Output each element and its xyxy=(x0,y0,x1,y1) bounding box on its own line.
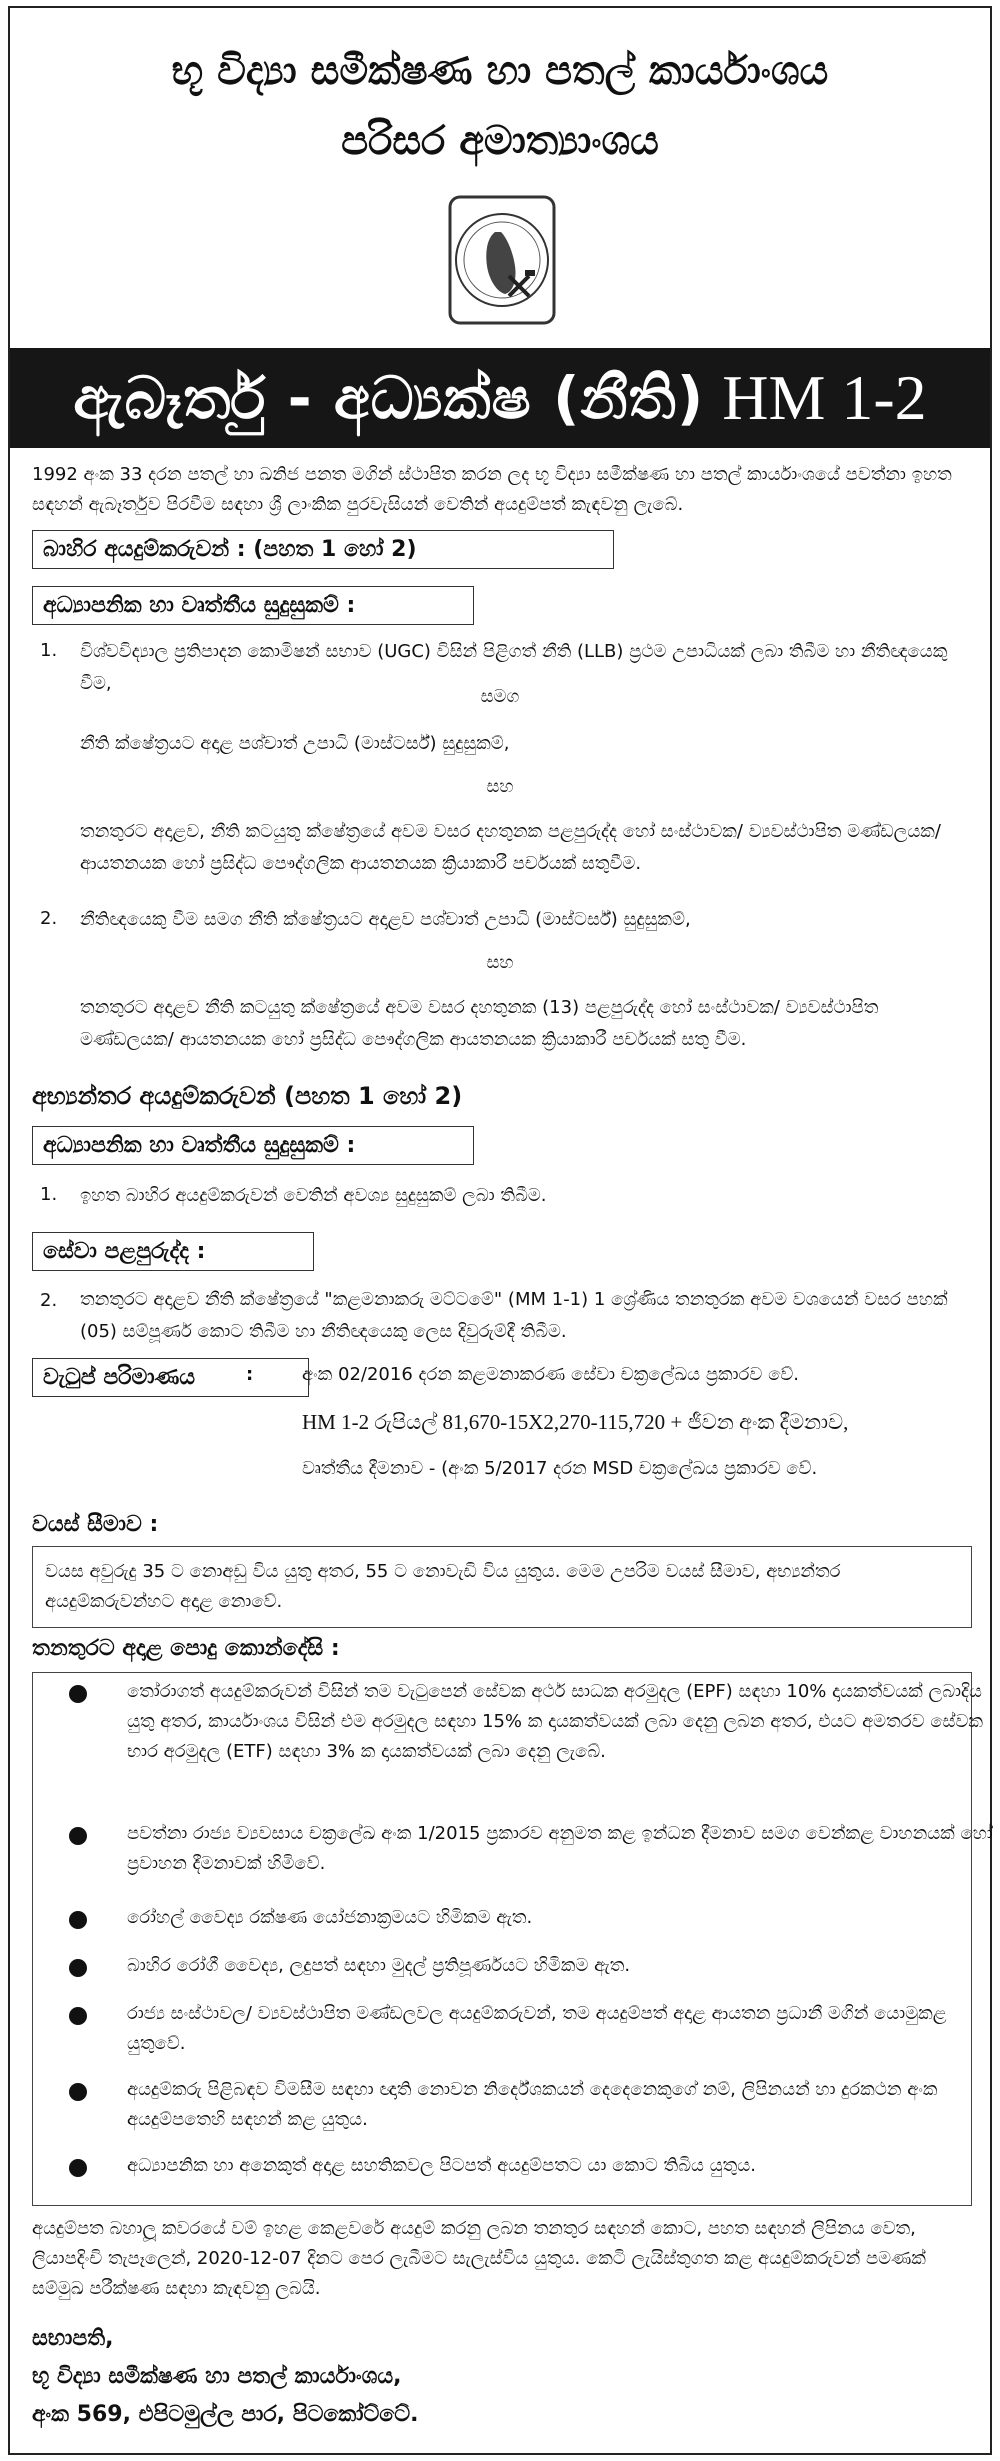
advertisement-page: භූ විද්‍යා සමීක්ෂණ හා පතල් කාර්යාංශය පරිසර අමාත්‍යාංශය ඇබෑර්තු - අධ්‍යක්ෂ (නීති) HM 1-2 1992 අංක 33 දරන පතල් හා ඛනිජ පනත මගින් ස්ථාපිත කරන ලද භූ විද්‍යා සමීක්ෂණ හා පතල් කාර්යාංශයේ පවත්නා ඉහත සඳහන් ඇබෑර්තුව පිරවීම සඳහා ශ්‍රී ලාංකික පුරවැසියන් වෙතින් අයදුම්පත් කැඳවනු ලැබේ. බාහිර අයදුම්කරුවන් : (පහත 1 හෝ 2) අධ්‍යාපනික හා වෘත්තීය සුදුසුකම් : 1. විශ්වවිද්‍යාල ප්‍රතිපාදන කොමිෂන් සභාව (UGC) විසින් පිළිගත් නීති (LLB) ප්‍රථම උපාධියක් ලබා තිබීම හා නීතිඥයෙකු වීම, සමග නීති ක්ෂේත්‍රයට අදාළ පශ්චාත් උපාධි (මාස්ටර්ස්) සුදුසුකම්, සහ තනතුරට අදාළව, නීති කටයුතු ක්ෂේත්‍රයේ අවම වසර දහතුනක පළපුරුද්ද හෝ සංස්ථාවක/ ව්‍යවස්ථාපිත මණ්ඩලයක/ ආයතනයක හෝ ප්‍රසිද්ධ පෞද්ගලික ආයතනයක ක්‍රියාකාරී පර්චයක් සතුවීම. 2. නීතිඥයෙකු වීම සමග නීති ක්ෂේත්‍රයට අදාළව පශ්චාත් උපාධි (මාස්ටර්ස්) සුදුසුකම්, සහ තනතුරට අදාළව නීති කටයුතු ක්ෂේත්‍රයේ අවම වසර දහතුනක (13) පළපුරුද්ද හෝ සංස්ථාවක/ ව්‍යවස්ථාපිත මණ්ඩලයක/ ආයතනයක හෝ ප්‍රසිද්ධ පෞද්ගලික ආයතනයක ක්‍රියාකාරී පර්චයක් සතු වීම. අභ්‍යන්තර අයදුම්කරුවන් (පහත 1 හෝ 2) අධ්‍යාපනික හා වෘත්තීය සුදුසුකම් : 1. ඉහත බාහිර අයදුම්කරුවන් වෙතින් අවශ්‍ය සුදුසුකම් ලබා තිබීම. සේවා පළපුරුද්ද : 2. තනතුරට අදාළව නීති ක්ෂේත්‍රයේ "කළමනාකරු මට්ටමේ" (MM 1-1) 1 ශ්‍රේණිය තනතුරක අවම වශයෙන් වසර පහක් (05) සම්පූර්ණ කොට තිබීම හා නීතිඥයෙකු ලෙස දිවුරුම්දී තිබීම. වැටුප් පරිමාණය : අංක 02/2016 දරන කළමනාකරණ සේවා චක්‍රලේඛය ප්‍රකාරව වේ. HM 1-2 රුපියල් 81,670-15X2,270-115,720 + ජීවන අංක දීමනාව, වෘත්තීය දීමනාව - (අංක 5/2017 දරන MSD චක්‍රලේඛය ප්‍රකාරව වේ. වයස් සීමාව : වයස අවුරුදු 35 ට නොඅඩු විය යුතු අතර, 55 ට නොවැඩි විය යුතුය. මෙම උපරිම වයස් සීමාව, අභ්‍යන්තර අයදුම්කරුවන්හට අදාළ නොවේ. තනතුරට අදාළ පොදු කොන්දේසි : තෝරාගත් අයදුම්කරුවන් විසින් තම වැටුපෙන් සේවක අර්ථ සාධක අරමුදල (EPF) සඳහා 10% දායකත්වයක් ලබාදිය යුතු අතර, කාර්යාංශය විසින් එම අරමුදල සඳහා 15% ක දායකත්වයක් ලබා දෙනු ලබන අතර, එයට අමතරව සේවක භාර අරමුදල (ETF) සඳහා 3% ක දායකත්වයක් ලබා දෙනු ලැබේ. පවත්නා රාජ්‍ය ව්‍යවසාය චක්‍රලේඛ අංක 1/2015 ප්‍රකාරව අනුමත කළ ඉන්ධන දීමනාව සමග වෙන්කළ වාහනයක් හෝ ප්‍රවාහන දීමනාවක් හිමිවේ. රෝහල් වෛද්‍ය රක්ෂණ යෝජනාක්‍රමයට හිමිකම ඇත. බාහිර රෝගී වෛද්‍ය, ලදුපත් සඳහා මුදල් ප්‍රතිපූර්ණයට හිමිකම ඇත. රාජ්‍ය සංස්ථාවල/ ව්‍යවස්ථාපිත මණ්ඩලවල අයදුම්කරුවන්, තම අයදුම්පත් අදාළ ආයතන ප්‍රධානී මගින් යොමුකළ යුතුවේ. අයදුම්කරු පිළිබඳව විමසීම සඳහා ඥාති නොවන නිර්දේශකයන් දෙදෙනෙකුගේ නම්, ලිපිනයන් හා දුරකථන අංක අයදුම්පතෙහි සඳහන් කළ යුතුය. අධ්‍යාපනික හා අනෙකුත් අදාළ සහතිකවල පිටපත් අයදුම්පතට යා කොට තිබිය යුතුය. අයදුම්පත බහාලූ කවරයේ වම් ඉහළ කෙළවරේ අයදුම් කරනු ලබන තනතුර සඳහන් කොට, පහත සඳහන් ලිපිනය වෙත, ලියාපදිංචි තැපෑලෙන්, 2020-12-07 දිනට පෙර ලැබීමට සැලැස්විය යුතුය. කෙටි ලැයිස්තුගත කළ අයදුම්කරුවන් පමණක් සම්මුඛ පරීක්ෂණ සඳහා කැඳවනු ලබයි. සභාපති, භූ විද්‍යා සමීක්ෂණ හා පතල් කාර්යාංශය, අංක 569, එපිටමුල්ල පාර, පිටකෝට්ටේ. xyxy=(8,6,992,2455)
service-experience-heading: සේවා පළපුරුද්ද : xyxy=(32,1232,314,1271)
bullet-icon xyxy=(69,1959,87,1977)
bullet-icon xyxy=(69,2159,87,2177)
salary-colon: : xyxy=(246,1364,254,1385)
ext-item2-p1: නීතිඥයෙකු වීම සමග නීති ක්ෂේත්‍රයට අදාළව පශ්චාත් උපාධි (මාස්ටර්ස්) සුදුසුකම්, xyxy=(80,909,691,930)
internal-qualifications-heading: අධ්‍යාපනික හා වෘත්තීය සුදුසුකම් : xyxy=(32,1126,474,1165)
int-item1: ඉහත බාහිර අයදුම්කරුවන් වෙතින් අවශ්‍ය සුදුසුකම් ලබා තිබීම. xyxy=(80,1185,547,1206)
job-title-banner xyxy=(10,348,990,448)
condition-4: බාහිර රෝගී වෛද්‍ය, ලදුපත් සඳහා මුදල් ප්‍රතිපූර්ණයට හිමිකම ඇත. xyxy=(127,1955,631,1976)
signature-title: සභාපති, xyxy=(32,2326,114,2351)
condition-6: අයදුම්කරු පිළිබඳව විමසීම සඳහා ඥාති නොවන නිර්දේශකයන් දෙදෙනෙකුගේ නම්, ලිපිනයන් හා දුරකථන අංක අයදුම්පතෙහි සඳහන් කළ යුතුය. xyxy=(127,2079,938,2130)
int-item2: තනතුරට අදාළව නීති ක්ෂේත්‍රයේ "කළමනාකරු මට්ටමේ" (MM 1-1) 1 ශ්‍රේණිය තනතුරක අවම වශයෙන් වසර පහක් (05) සම්පූර්ණ කොට තිබීම හා නීතිඥයෙකු ලෙස දිවුරුම්දී තිබීම. xyxy=(80,1289,948,1342)
ext-item1-conj2: සහ xyxy=(486,776,514,797)
intro-text: 1992 අංක 33 දරන පතල් හා ඛනිජ පනත මගින් ස්ථාපිත කරන ලද භූ විද්‍යා සමීක්ෂණ හා පතල් කාර්යාංශයේ පවත්නා ඉහත සඳහන් ඇබෑර්තුව පිරවීම සඳහා ශ්‍රී ලාංකික පුරවැසියන් වෙතින් අයදුම්පත් කැඳවනු ලැබේ. xyxy=(32,464,952,515)
condition-3: රෝහල් වෛද්‍ය රක්ෂණ යෝජනාක්‍රමයට හිමිකම ඇත. xyxy=(127,1907,533,1928)
condition-5: රාජ්‍ය සංස්ථාවල/ ව්‍යවස්ථාපිත මණ්ඩලවල අයදුම්කරුවන්, තම අයදුම්පත් අදාළ ආයතන ප්‍රධානී මගින් යොමුකළ යුතුවේ. xyxy=(127,2003,947,2054)
ext-item1-conj1: සමග xyxy=(480,686,520,707)
external-qualifications-heading: අධ්‍යාපනික හා වෘත්තීය සුදුසුකම් : xyxy=(32,586,474,625)
department-seal-icon xyxy=(447,194,557,326)
ext-item1-p1: විශ්වවිද්‍යාල ප්‍රතිපාදන කොමිෂන් සභාව (UGC) විසින් පිළිගත් නීති (LLB) ප්‍රථම උපාධියක් ලබා තිබීම හා නීතිඥයෙකු වීම, xyxy=(80,641,948,694)
external-applicants-heading: බාහිර අයදුම්කරුවන් : (පහත 1 හෝ 2) xyxy=(32,530,614,569)
ext-item1-p3: තනතුරට අදාළව, නීති කටයුතු ක්ෂේත්‍රයේ අවම වසර දහතුනක පළපුරුද්ද හෝ සංස්ථාවක/ ව්‍යවස්ථාපිත මණ්ඩලයක/ ආයතනයක හෝ ප්‍රසිද්ධ පෞද්ගලික ආයතනයක ක්‍රියාකාරී පර්චයක් සතුවීම. xyxy=(80,821,941,874)
bullet-icon xyxy=(69,1685,87,1703)
organization-name: භූ විද්‍යා සමීක්ෂණ හා පතල් කාර්යාංශය xyxy=(171,48,829,94)
signature-address: අංක 569, එපිටමුල්ල පාර, පිටකෝට්ටේ. xyxy=(32,2402,419,2427)
signature-office: භූ විද්‍යා සමීක්ෂණ හා පතල් කාර්යාංශය, xyxy=(32,2364,402,2389)
closing-text: අයදුම්පත බහාලූ කවරයේ වම් ඉහළ කෙළවරේ අයදුම් කරනු ලබන තනතුර සඳහන් කොට, පහත සඳහන් ලිපිනය වෙත, ලියාපදිංචි තැපෑලෙන්, 2020-12-07 දිනට පෙර ලැබීමට සැලැස්විය යුතුය. කෙටි ලැයිස්තුගත කළ අයදුම්කරුවන් පමණක් සම්මුඛ පරීක්ෂණ සඳහා කැඳවනු ලබයි. xyxy=(32,2218,926,2299)
condition-1: තෝරාගත් අයදුම්කරුවන් විසින් තම වැටුපෙන් සේවක අර්ථ සාධක අරමුදල (EPF) සඳහා 10% දායකත්වයක් ලබාදිය යුතු අතර, කාර්යාංශය විසින් එම අරමුදල සඳහා 15% ක දායකත්වයක් ලබා දෙනු ලබන අතර, එයට අමතරව සේවක භාර අරමුදල (ETF) සඳහා 3% ක දායකත්වයක් ලබා දෙනු ලැබේ. xyxy=(127,1681,984,1762)
condition-7: අධ්‍යාපනික හා අනෙකුත් අදාළ සහතිකවල පිටපත් අයදුම්පතට යා කොට තිබිය යුතුය. xyxy=(127,2155,756,2176)
ext-item2-conj1: සහ xyxy=(486,952,514,973)
bullet-icon xyxy=(69,1827,87,1845)
age-limit-text: වයස අවුරුදු 35 ට නොඅඩු විය යුතු අතර, 55 ට නොවැඩි විය යුතුය. මෙම උපරිම වයස් සීමාව, අභ්‍යන්තර අයදුම්කරුවන්හට අදාළ නොවේ. xyxy=(32,1546,972,1628)
ext-item2-p2: තනතුරට අදාළව නීති කටයුතු ක්ෂේත්‍රයේ අවම වසර දහතුනක (13) පළපුරුද්ද හෝ සංස්ථාවක/ ව්‍යවස්ථාපිත මණ්ඩලයක/ ආයතනයක හෝ ප්‍රසිද්ධ පෞද්ගලික ආයතනයක ක්‍රියාකාරී පර්චයක් සතු වීම. xyxy=(80,997,879,1050)
conditions-box xyxy=(32,1672,993,2206)
bullet-icon xyxy=(69,2083,87,2101)
internal-applicants-heading: අභ්‍යන්තර අයදුම්කරුවන් (පහත 1 හෝ 2) xyxy=(32,1082,463,1110)
grade-code: HM 1-2 xyxy=(722,362,927,433)
job-title: ඇබෑර්තු - අධ්‍යක්ෂ (නීති) xyxy=(73,363,705,432)
salary-line-3: වෘත්තීය දීමනාව - (අංක 5/2017 දරන MSD චක්‍රලේඛය ප්‍රකාරව වේ. xyxy=(302,1458,818,1479)
bullet-icon xyxy=(69,2007,87,2025)
ext-item1-p2: නීති ක්ෂේත්‍රයට අදාළ පශ්චාත් උපාධි (මාස්ටර්ස්) සුදුසුකම්, xyxy=(80,733,510,754)
age-limit-heading: වයස් සීමාව : xyxy=(32,1512,159,1537)
salary-label: වැටුප් පරිමාණය xyxy=(32,1358,309,1397)
bullet-icon xyxy=(69,1911,87,1929)
conditions-heading: තනතුරට අදාළ පොදු කොන්දේසි : xyxy=(32,1636,340,1661)
salary-line-2: HM 1-2 රුපියල් 81,670-15X2,270-115,720 + ජීවන අංක දීමනාව, xyxy=(302,1410,849,1434)
salary-line-1: අංක 02/2016 දරන කළමනාකරණ සේවා චක්‍රලේඛය ප්‍රකාරව වේ. xyxy=(302,1364,800,1385)
ministry-name: පරිසර අමාත්‍යාංශය xyxy=(341,118,659,164)
condition-2: පවත්නා රාජ්‍ය ව්‍යවසාය චක්‍රලේඛ අංක 1/2015 ප්‍රකාරව අනුමත කළ ඉන්ධන දීමනාව සමග වෙන්කළ වාහනයක් හෝ ප්‍රවාහන දීමනාවක් හිමිවේ. xyxy=(127,1823,993,1874)
